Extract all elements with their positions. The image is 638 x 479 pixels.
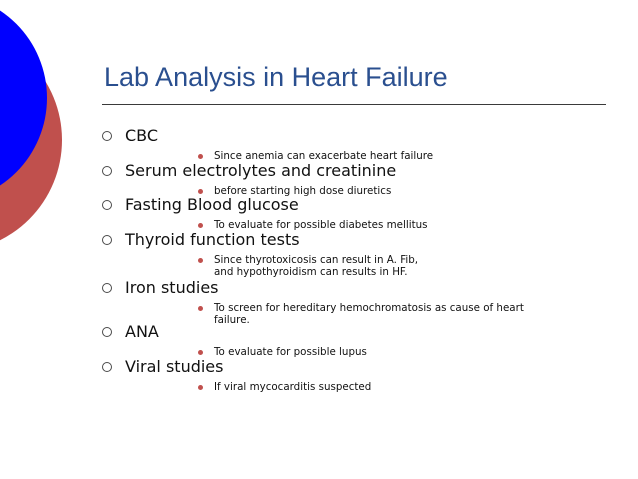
hollow-circle-bullet-icon (102, 200, 112, 210)
hollow-circle-bullet-icon (102, 166, 112, 176)
sub-bullet-text: To screen for hereditary hemochromatosis as cause of heart (214, 302, 524, 314)
main-bullet-text: Fasting Blood glucose (125, 195, 299, 214)
main-bullet (102, 230, 622, 250)
sub-bullet (198, 254, 622, 278)
red-dot-bullet-icon (198, 350, 203, 355)
slide-title: Lab Analysis in Heart Failure (104, 62, 448, 92)
main-bullet-text: CBC (125, 126, 159, 145)
main-bullet (102, 161, 622, 181)
list-item (102, 195, 622, 231)
sub-bullet-text: Since thyrotoxicosis can result in A. Fib, (214, 254, 419, 266)
hollow-circle-bullet-icon (102, 327, 112, 337)
hollow-circle-bullet-icon (102, 131, 112, 141)
red-dot-bullet-icon (198, 189, 203, 194)
main-bullet-text: Thyroid function tests (125, 230, 300, 249)
sub-bullet-text: To evaluate for possible lupus (214, 346, 367, 358)
red-dot-bullet-icon (198, 306, 203, 311)
main-bullet (102, 195, 622, 215)
main-bullet (102, 357, 622, 377)
list-item (102, 357, 622, 393)
list-item (102, 278, 622, 326)
corner-decoration (0, 0, 100, 300)
main-bullet-text: ANA (125, 322, 159, 341)
main-bullet-text: Viral studies (125, 357, 224, 376)
hollow-circle-bullet-icon (102, 235, 112, 245)
main-bullet-text: Iron studies (125, 278, 219, 297)
sub-bullet-text: To evaluate for possible diabetes mellitus (214, 219, 428, 231)
main-bullet-text: Serum electrolytes and creatinine (125, 161, 397, 180)
list-item (102, 126, 622, 162)
sub-bullet-text: failure. (214, 314, 250, 326)
main-bullet (102, 126, 622, 146)
sub-bullet (198, 381, 622, 393)
red-dot-bullet-icon (198, 223, 203, 228)
red-dot-bullet-icon (198, 258, 203, 263)
list-item (102, 161, 622, 197)
list-item (102, 230, 622, 278)
red-dot-bullet-icon (198, 154, 203, 159)
hollow-circle-bullet-icon (102, 283, 112, 293)
list-item (102, 322, 622, 358)
sub-bullet-text: Since anemia can exacerbate heart failure (214, 150, 434, 162)
main-bullet (102, 278, 622, 298)
sub-bullet-text: and hypothyroidism can results in HF. (214, 266, 408, 278)
hollow-circle-bullet-icon (102, 362, 112, 372)
main-bullet (102, 322, 622, 342)
sub-bullet-text: before starting high dose diuretics (214, 185, 392, 197)
sub-bullet-text: If viral mycocarditis suspected (214, 381, 372, 393)
red-dot-bullet-icon (198, 385, 203, 390)
title-divider (102, 104, 606, 105)
